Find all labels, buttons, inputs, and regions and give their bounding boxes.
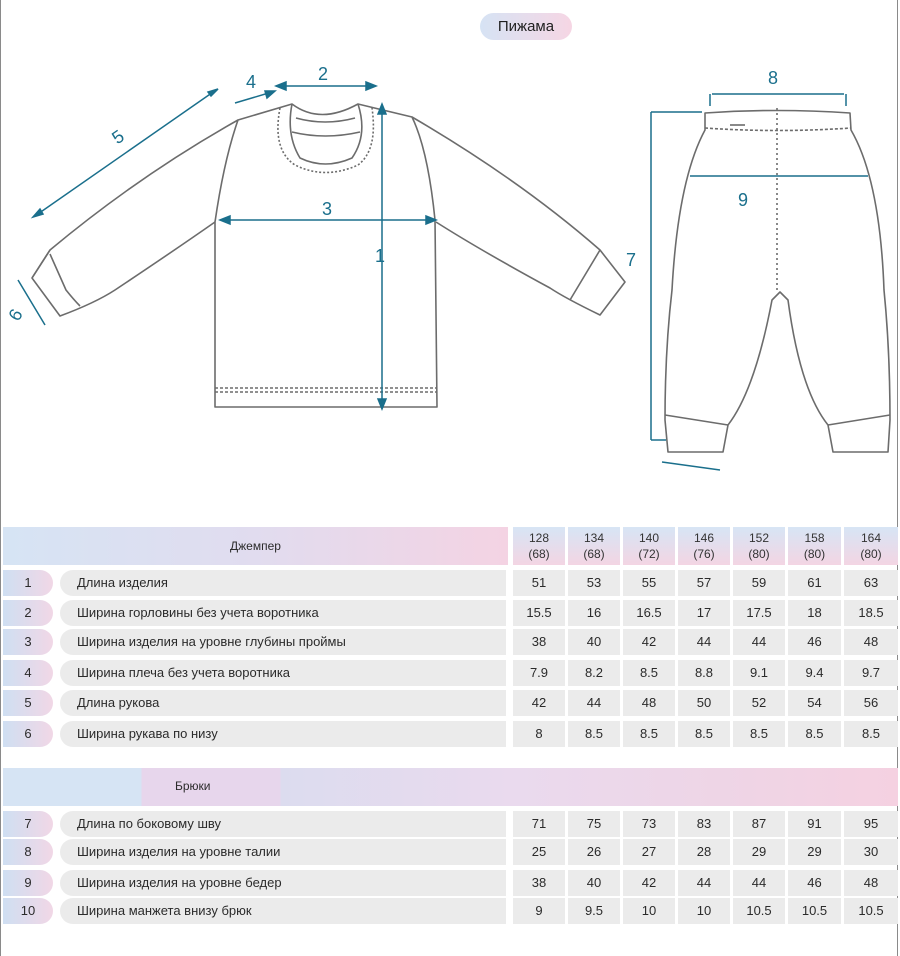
row-number: 1 [3, 570, 53, 596]
svg-text:9: 9 [738, 190, 749, 210]
svg-text:2: 2 [318, 64, 329, 84]
table-row [0, 690, 900, 716]
row-value: 46 [788, 870, 841, 896]
row-value: 16 [568, 600, 620, 626]
row-name: Длина рукова [60, 690, 506, 716]
row-value: 16.5 [623, 600, 675, 626]
row-value: 54 [788, 690, 841, 716]
row-value: 83 [678, 811, 730, 837]
row-value: 50 [678, 690, 730, 716]
row-value: 18 [788, 600, 841, 626]
svg-text:7: 7 [626, 250, 637, 270]
row-value: 9.4 [788, 660, 841, 686]
row-value: 8.5 [844, 721, 898, 747]
row-value: 87 [733, 811, 785, 837]
size-value: 128 [528, 531, 550, 545]
row-value: 9.7 [844, 660, 898, 686]
row-value: 51 [513, 570, 565, 596]
svg-text:8: 8 [768, 68, 779, 88]
row-name: Ширина изделия на уровне талии [60, 839, 506, 865]
row-value: 10.5 [788, 898, 841, 924]
row-value: 38 [513, 629, 565, 655]
row-value: 61 [788, 570, 841, 596]
size-chest: (72) [638, 547, 660, 561]
row-number: 7 [3, 811, 53, 837]
row-value: 42 [623, 870, 675, 896]
size-header [623, 527, 675, 565]
row-value: 40 [568, 870, 620, 896]
row-value: 52 [733, 690, 785, 716]
size-header [568, 527, 620, 565]
row-number: 8 [3, 839, 53, 865]
size-header [733, 527, 785, 565]
row-value: 44 [678, 870, 730, 896]
row-value: 8.2 [568, 660, 620, 686]
row-value: 26 [568, 839, 620, 865]
row-name: Длина изделия [60, 570, 506, 596]
row-name: Ширина изделия на уровне бедер [60, 870, 506, 896]
row-number: 6 [3, 721, 53, 747]
size-header [678, 527, 730, 565]
row-value: 57 [678, 570, 730, 596]
row-name: Ширина плеча без учета воротника [60, 660, 506, 686]
row-value: 95 [844, 811, 898, 837]
svg-text:1: 1 [375, 246, 386, 266]
row-value: 18.5 [844, 600, 898, 626]
size-value: 152 [748, 531, 770, 545]
size-header [788, 527, 841, 565]
row-value: 42 [623, 629, 675, 655]
row-value: 10 [678, 898, 730, 924]
row-value: 56 [844, 690, 898, 716]
row-value: 10.5 [844, 898, 898, 924]
table-row [0, 721, 900, 747]
row-value: 91 [788, 811, 841, 837]
pants-table-header [3, 768, 898, 806]
table-row [0, 839, 900, 865]
row-name: Ширина рукава по низу [60, 721, 506, 747]
row-value: 48 [844, 870, 898, 896]
row-value: 7.9 [513, 660, 565, 686]
row-value: 63 [844, 570, 898, 596]
table-row [0, 870, 900, 896]
jumper-outline [32, 104, 625, 407]
row-number: 5 [3, 690, 53, 716]
row-value: 28 [678, 839, 730, 865]
row-value: 17 [678, 600, 730, 626]
pants-outline [665, 108, 890, 452]
row-value: 8.5 [568, 721, 620, 747]
svg-text:3: 3 [322, 199, 333, 219]
size-value: 140 [638, 531, 660, 545]
row-value: 30 [844, 839, 898, 865]
row-value: 9 [513, 898, 565, 924]
size-chest: (80) [860, 547, 882, 561]
row-value: 10.5 [733, 898, 785, 924]
row-value: 9.1 [733, 660, 785, 686]
row-value: 8.5 [733, 721, 785, 747]
size-value: 134 [583, 531, 605, 545]
row-number: 2 [3, 600, 53, 626]
row-value: 42 [513, 690, 565, 716]
row-value: 53 [568, 570, 620, 596]
dimension-labels [4, 64, 778, 324]
size-value: 158 [804, 531, 825, 545]
row-value: 40 [568, 629, 620, 655]
size-value: 146 [693, 531, 715, 545]
row-number: 9 [3, 870, 53, 896]
row-value: 48 [844, 629, 898, 655]
row-value: 55 [623, 570, 675, 596]
row-value: 9.5 [568, 898, 620, 924]
row-number: 4 [3, 660, 53, 686]
table-row [0, 600, 900, 626]
row-value: 8.5 [788, 721, 841, 747]
row-value: 59 [733, 570, 785, 596]
row-name: Ширина манжета внизу брюк [60, 898, 506, 924]
row-value: 46 [788, 629, 841, 655]
dimension-lines [18, 82, 868, 470]
row-value: 38 [513, 870, 565, 896]
row-value: 17.5 [733, 600, 785, 626]
row-value: 8.5 [623, 721, 675, 747]
size-value: 164 [860, 531, 882, 545]
row-value: 8.5 [623, 660, 675, 686]
size-chest: (80) [748, 547, 770, 561]
pants-table-title: Брюки [175, 779, 211, 793]
size-chest: (76) [693, 547, 715, 561]
table-row [0, 811, 900, 837]
row-value: 48 [623, 690, 675, 716]
row-value: 75 [568, 811, 620, 837]
row-value: 44 [733, 870, 785, 896]
row-value: 27 [623, 839, 675, 865]
table-row [0, 629, 900, 655]
page-title: Пижама [480, 13, 572, 40]
table-row [0, 660, 900, 686]
size-chest: (80) [803, 547, 826, 561]
row-value: 44 [568, 690, 620, 716]
row-name: Ширина горловины без учета воротника [60, 600, 506, 626]
row-value: 25 [513, 839, 565, 865]
row-value: 8 [513, 721, 565, 747]
size-chest: (68) [528, 547, 550, 561]
size-header [513, 527, 565, 565]
row-name: Ширина изделия на уровне глубины проймы [60, 629, 506, 655]
row-value: 15.5 [513, 600, 565, 626]
svg-text:6: 6 [4, 305, 27, 325]
table-row [0, 570, 900, 596]
row-value: 73 [623, 811, 675, 837]
row-value: 44 [678, 629, 730, 655]
svg-text:4: 4 [246, 72, 257, 92]
row-value: 10 [623, 898, 675, 924]
row-value: 8.8 [678, 660, 730, 686]
row-value: 29 [788, 839, 841, 865]
row-number: 3 [3, 629, 53, 655]
table-row [0, 898, 900, 924]
row-value: 44 [733, 629, 785, 655]
svg-text:5: 5 [108, 125, 128, 149]
size-header [844, 527, 898, 565]
row-value: 71 [513, 811, 565, 837]
row-value: 8.5 [678, 721, 730, 747]
row-value: 29 [733, 839, 785, 865]
row-number: 10 [3, 898, 53, 924]
row-name: Длина по боковому шву [60, 811, 506, 837]
size-chest: (68) [583, 547, 605, 561]
jumper-table-header: Джемпер [3, 527, 508, 565]
